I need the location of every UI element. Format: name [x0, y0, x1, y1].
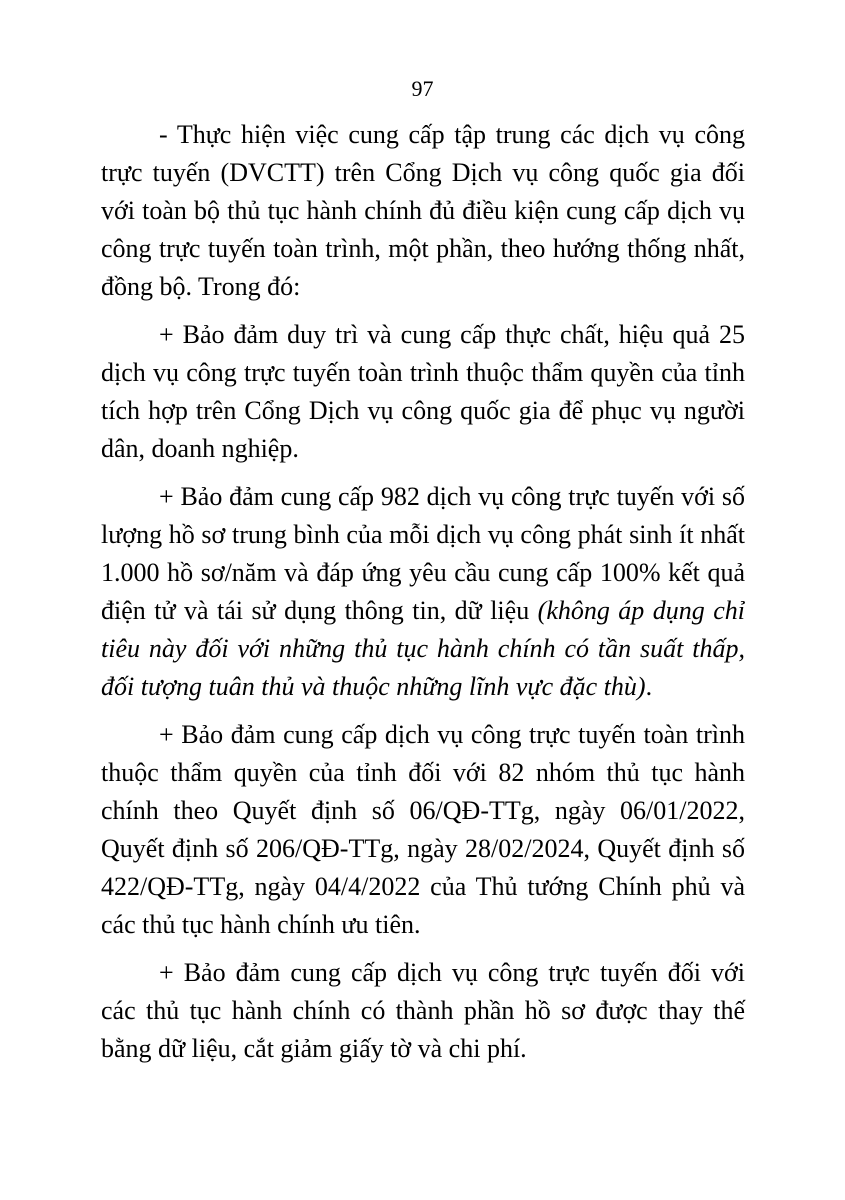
paragraph-item-82-groups	[101, 716, 745, 944]
paragraph-italic-note: (không áp dụng chỉ tiêu này đối với những thủ tục hành chính có tần suất thấp, đối tượng tuân thủ và thuộc những lĩnh vực đặc thù)	[101, 596, 745, 701]
paragraph-text-end: .	[645, 672, 653, 701]
page-number: 97	[411, 76, 434, 101]
paragraph-text: + Bảo đảm cung cấp 982 dịch vụ công trực tuyến với số lượng hồ sơ trung bình của mỗi dịch vụ công phát sinh ít nhất 1.000 hồ sơ/năm và đáp ứng yêu cầu cung cấp 100% kết quả điện tử và tái sử dụng thông tin, dữ liệu	[101, 482, 745, 625]
paragraph-text: + Bảo đảm cung cấp dịch vụ công trực tuyến đối với các thủ tục hành chính có thành phần hồ sơ được thay thế bằng dữ liệu, cắt giảm giấy tờ và chi phí.	[101, 958, 745, 1063]
paragraph-intro	[101, 116, 745, 306]
paragraph-text: - Thực hiện việc cung cấp tập trung các dịch vụ công trực tuyến (DVCTT) trên Cổng Dịch vụ công quốc gia đối với toàn bộ thủ tục hành chính đủ điều kiện cung cấp dịch vụ công trực tuyến toàn trình, một phần, theo hướng thống nhất, đồng bộ. Trong đó:	[101, 120, 745, 301]
paragraph-item-25-services	[101, 316, 745, 468]
paragraph-item-982-services	[101, 478, 745, 706]
paragraph-text: + Bảo đảm duy trì và cung cấp thực chất, hiệu quả 25 dịch vụ công trực tuyến toàn trình thuộc thẩm quyền của tỉnh tích hợp trên Cổng Dịch vụ công quốc gia để phục vụ người dân, doanh nghiệp.	[101, 320, 745, 463]
paragraph-item-data-replacement	[101, 954, 745, 1068]
paragraph-text: + Bảo đảm cung cấp dịch vụ công trực tuyến toàn trình thuộc thẩm quyền của tỉnh đối với 82 nhóm thủ tục hành chính theo Quyết định số 06/QĐ-TTg, ngày 06/01/2022, Quyết định số 206/QĐ-TTg, ngày 28/02/2024, Quyết định số 422/QĐ-TTg, ngày 04/4/2022 của Thủ tướng Chính phủ và các thủ tục hành chính ưu tiên.	[101, 720, 745, 939]
document-body	[101, 116, 745, 1078]
